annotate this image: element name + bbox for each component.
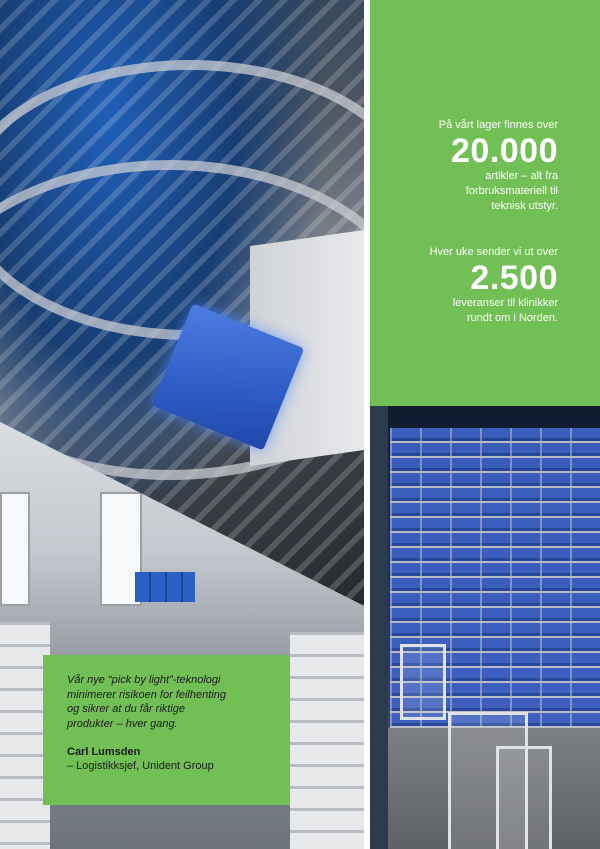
article-count: 20.000 xyxy=(451,132,558,170)
quote-text: minimerer risikoen for feilhenting xyxy=(67,688,226,701)
shelving-unit xyxy=(290,632,364,849)
picking-frame xyxy=(400,644,446,720)
quote-author: Carl Lumsden xyxy=(67,746,141,758)
warehouse-window xyxy=(0,492,30,606)
quote-author-role: – Logistikksjef, Unident Group xyxy=(67,760,214,772)
delivery-count: 2.500 xyxy=(470,259,558,297)
stats-description: teknisk utstyr. xyxy=(491,200,558,212)
storage-bins xyxy=(135,572,195,602)
quote-box xyxy=(43,655,290,805)
warehouse-racks-photo xyxy=(370,406,600,849)
quote-text: Vår nye “pick by light”-teknologi xyxy=(67,674,221,686)
stats-description: artikler – alt fra xyxy=(485,170,558,182)
quote-text: og sikrer at du får riktige xyxy=(67,703,185,715)
stats-description: leveranser til klinikker xyxy=(452,297,558,309)
picking-frame xyxy=(496,746,552,849)
stats-panel xyxy=(370,0,600,406)
quote-text: produkter – hver gang. xyxy=(67,717,178,730)
stats-description: forbruksmateriell til xyxy=(465,185,558,197)
stats-description: rundt om i Norden. xyxy=(466,312,558,324)
stats-lead-text: På vårt lager finnes over xyxy=(438,119,558,131)
stats-lead-text: Hver uke sender vi ut over xyxy=(429,246,558,258)
support-pillar xyxy=(370,406,388,849)
